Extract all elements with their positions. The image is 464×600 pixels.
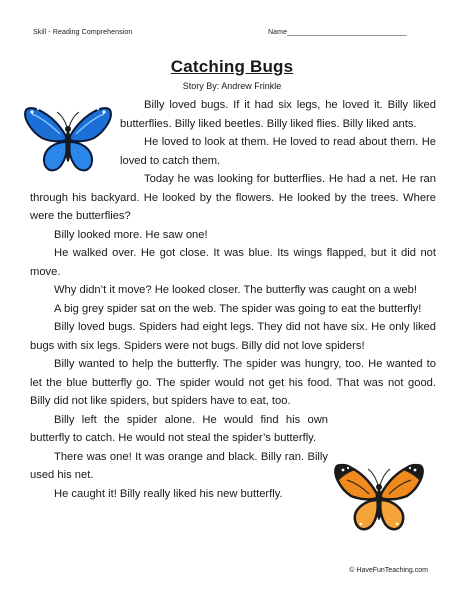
orange-butterfly-icon bbox=[333, 458, 425, 536]
story-paragraph: He walked over. He got close. It was blue. Its wings flapped, but it did not move. bbox=[30, 247, 436, 278]
story-paragraph: Billy looked more. He saw one! bbox=[54, 228, 208, 241]
story-paragraph: Why didn’t it move? He looked closer. The butterfly was caught on a web! bbox=[54, 284, 417, 296]
story-paragraph: Billy left the spider alone. He would find his own butterfly to catch. He would not steal the spider’s butterfly. bbox=[30, 413, 328, 444]
story-paragraph: Billy loved bugs. Spiders had eight legs. They did not have six. He only liked bugs with six legs. Spiders were not bugs. Billy did not love spiders! bbox=[30, 321, 436, 352]
story-paragraph: A big grey spider sat on the web. The spider was going to eat the butterfly! bbox=[54, 302, 422, 315]
skill-label: Skill - Reading Comprehension bbox=[33, 29, 133, 36]
story-paragraph: Billy loved bugs. If it had six legs, he loved it. Billy liked butterflies. Billy liked beetles. Billy liked flies. Billy liked ants. bbox=[120, 99, 436, 130]
story-paragraph: He caught it! Billy really liked his new butterfly. bbox=[54, 487, 283, 500]
story-body bbox=[30, 96, 436, 503]
story-paragraph: Billy wanted to help the butterfly. The spider was hungry, too. He wanted to let the blue butterfly go. The spider would not get his food. That was not good. Billy did not like spiders, but spiders have to eat, too. bbox=[30, 358, 436, 407]
story-paragraph: Today he was looking for butterflies. He had a net. He ran through his backyard. He looked by the flowers. He looked by the trees. Where were the butterflies? bbox=[30, 173, 436, 222]
footer-copyright: © HaveFunTeaching.com bbox=[349, 567, 428, 574]
story-byline: Story By: Andrew Frinkle bbox=[182, 81, 282, 91]
story-title: Catching Bugs bbox=[170, 57, 294, 76]
story-paragraph: He loved to look at them. He loved to read about them. He loved to catch them. bbox=[120, 136, 436, 167]
blue-butterfly-icon bbox=[22, 102, 114, 178]
name-field-label: Name______________________________ bbox=[268, 29, 407, 36]
story-paragraph: There was one! It was orange and black. Billy ran. Billy used his net. bbox=[30, 450, 328, 481]
